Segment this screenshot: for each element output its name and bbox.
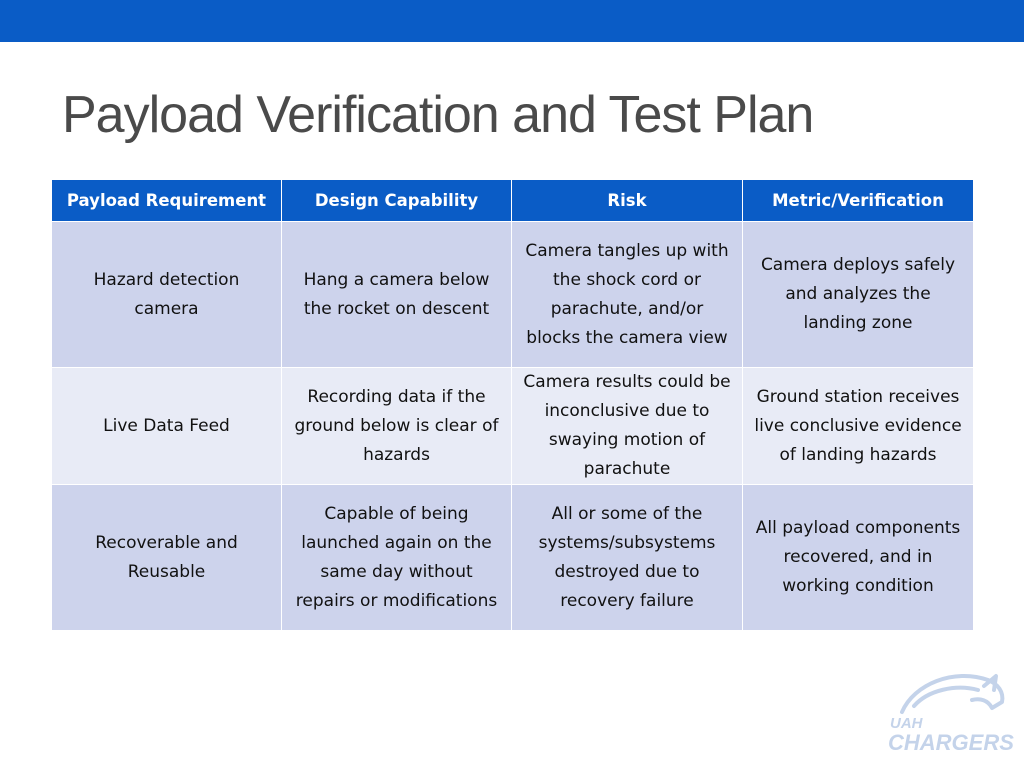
slide-title: Payload Verification and Test Plan [62, 86, 814, 144]
cell-design-capability: Recording data if the ground below is clear of hazards [282, 368, 512, 485]
cell-metric-verification: Camera deploys safely and analyzes the landing zone [743, 222, 974, 368]
cell-requirement: Live Data Feed [52, 368, 282, 485]
table-header-row [52, 180, 974, 222]
table-row [52, 485, 974, 631]
cell-design-capability: Hang a camera below the rocket on descent [282, 222, 512, 368]
cell-metric-verification: Ground station receives live conclusive evidence of landing hazards [743, 368, 974, 485]
top-accent-bar [0, 0, 1024, 42]
logo-line-1: UAH [890, 715, 923, 732]
table-row [52, 222, 974, 368]
header-design-capability: Design Capability [282, 180, 512, 222]
header-payload-requirement: Payload Requirement [52, 180, 282, 222]
cell-metric-verification: All payload components recovered, and in working condition [743, 485, 974, 631]
logo-line-2: CHARGERS [888, 730, 1014, 755]
cell-design-capability: Capable of being launched again on the same day without repairs or modifications [282, 485, 512, 631]
cell-risk: All or some of the systems/subsystems destroyed due to recovery failure [512, 485, 743, 631]
header-metric-verification: Metric/Verification [743, 180, 974, 222]
table-row [52, 368, 974, 485]
cell-risk: Camera results could be inconclusive due to swaying motion of parachute [512, 368, 743, 485]
cell-requirement: Hazard detection camera [52, 222, 282, 368]
header-risk: Risk [512, 180, 743, 222]
cell-requirement: Recoverable and Reusable [52, 485, 282, 631]
uah-chargers-logo [884, 660, 1024, 760]
verification-table [51, 179, 974, 631]
cell-risk: Camera tangles up with the shock cord or parachute, and/or blocks the camera view [512, 222, 743, 368]
